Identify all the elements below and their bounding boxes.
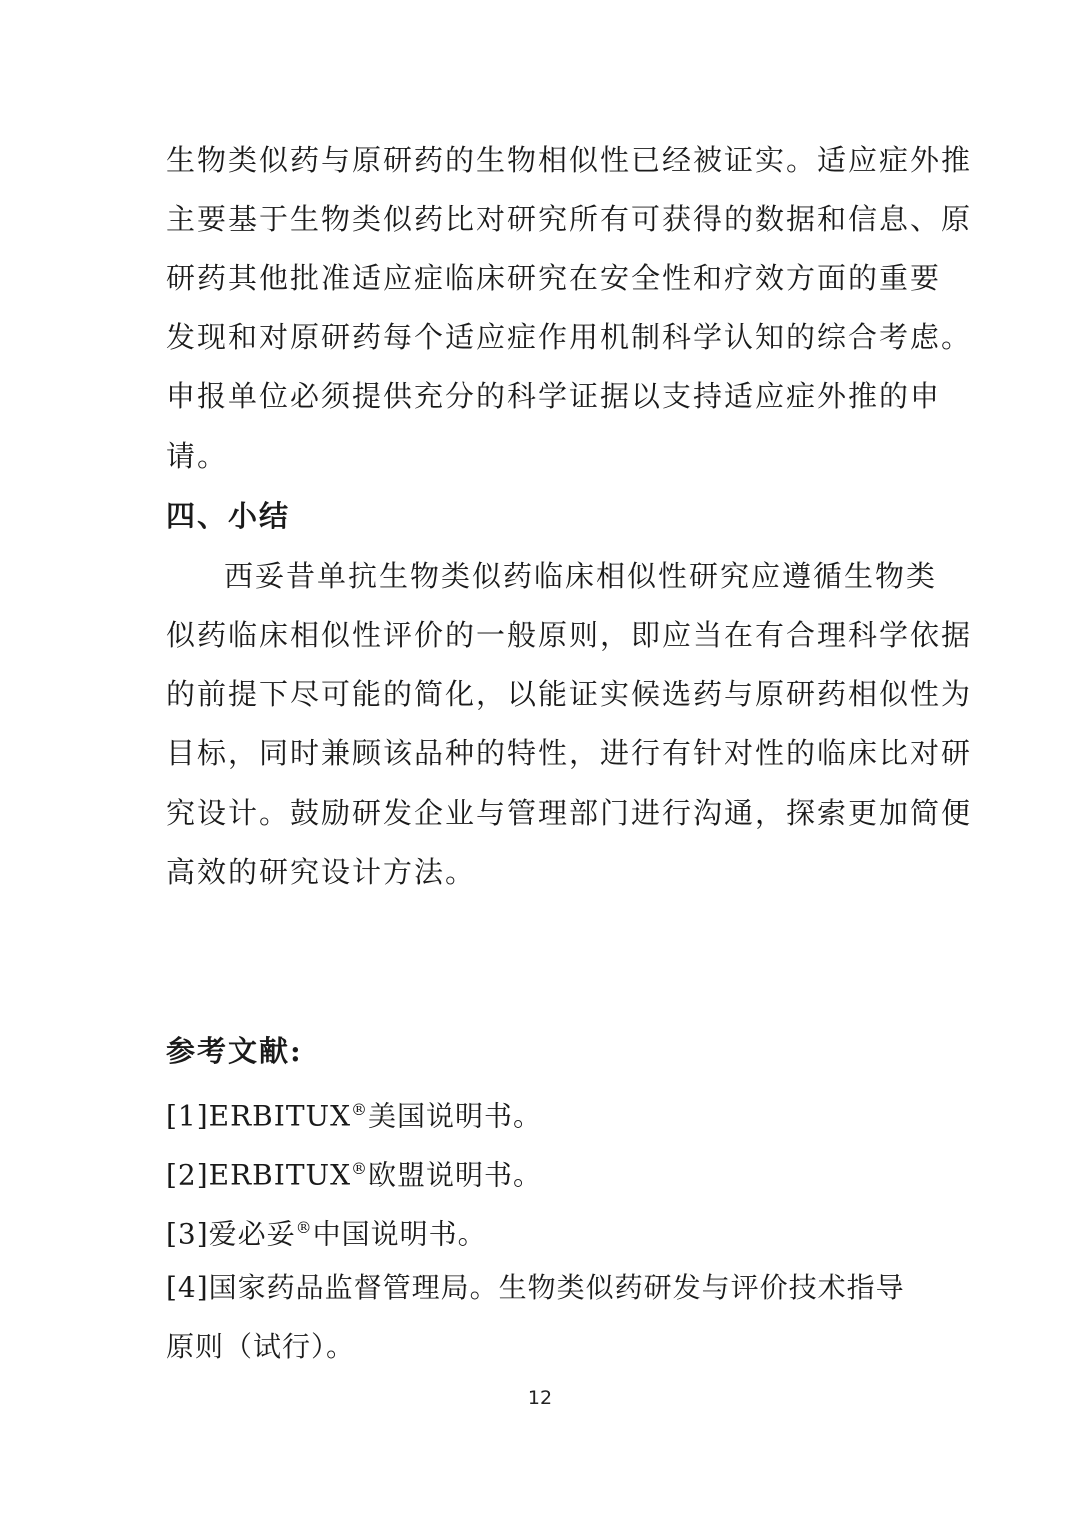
registered-mark: ® bbox=[295, 1218, 313, 1237]
reference-item bbox=[166, 1149, 543, 1192]
text-line: 似药临床相似性评价的一般原则，即应当在有合理科学依据 bbox=[166, 618, 973, 652]
text-line: 申报单位必须提供充分的科学证据以支持适应症外推的申 bbox=[166, 379, 942, 413]
reference-text: [3]爱必妥 bbox=[166, 1217, 296, 1251]
reference-item: [4]国家药品监督管理局。生物类似药研发与评价技术指导 bbox=[166, 1271, 905, 1304]
reference-text: [2]ERBITUX bbox=[166, 1158, 352, 1192]
text-line: 生物类似药与原研药的生物相似性已经被证实。适应症外推 bbox=[166, 143, 973, 177]
text-line: 的前提下尽可能的简化，以能证实候选药与原研药相似性为 bbox=[166, 677, 973, 711]
reference-item bbox=[166, 1090, 543, 1133]
text-line: 究设计。鼓励研发企业与管理部门进行沟通，探索更加简便 bbox=[166, 796, 973, 830]
section-heading-summary: 四、小结 bbox=[166, 499, 291, 533]
text-line: 发现和对原研药每个适应症作用机制科学认知的综合考虑。 bbox=[166, 320, 973, 354]
text-line: 请。 bbox=[166, 439, 229, 473]
registered-mark: ® bbox=[351, 1159, 369, 1178]
reference-item-continuation: 原则（试行）。 bbox=[166, 1330, 356, 1363]
text-line: 主要基于生物类似药比对研究所有可获得的数据和信息、原 bbox=[166, 202, 973, 236]
text-line: 研药其他批准适应症临床研究在安全性和疗效方面的重要 bbox=[166, 261, 942, 295]
page-number: 12 bbox=[527, 1387, 553, 1409]
reference-item bbox=[166, 1208, 487, 1251]
text-line: 目标，同时兼顾该品种的特性，进行有针对性的临床比对研 bbox=[166, 736, 973, 770]
reference-text: 中国说明书。 bbox=[312, 1217, 487, 1251]
text-line: 高效的研究设计方法。 bbox=[166, 855, 477, 889]
references-heading: 参考文献: bbox=[166, 1034, 303, 1068]
reference-text: 欧盟说明书。 bbox=[368, 1158, 543, 1192]
text-line: 西妥昔单抗生物类似药临床相似性研究应遵循生物类 bbox=[224, 559, 938, 593]
reference-text: [1]ERBITUX bbox=[166, 1099, 352, 1133]
reference-text: 美国说明书。 bbox=[368, 1099, 543, 1133]
registered-mark: ® bbox=[351, 1100, 369, 1119]
